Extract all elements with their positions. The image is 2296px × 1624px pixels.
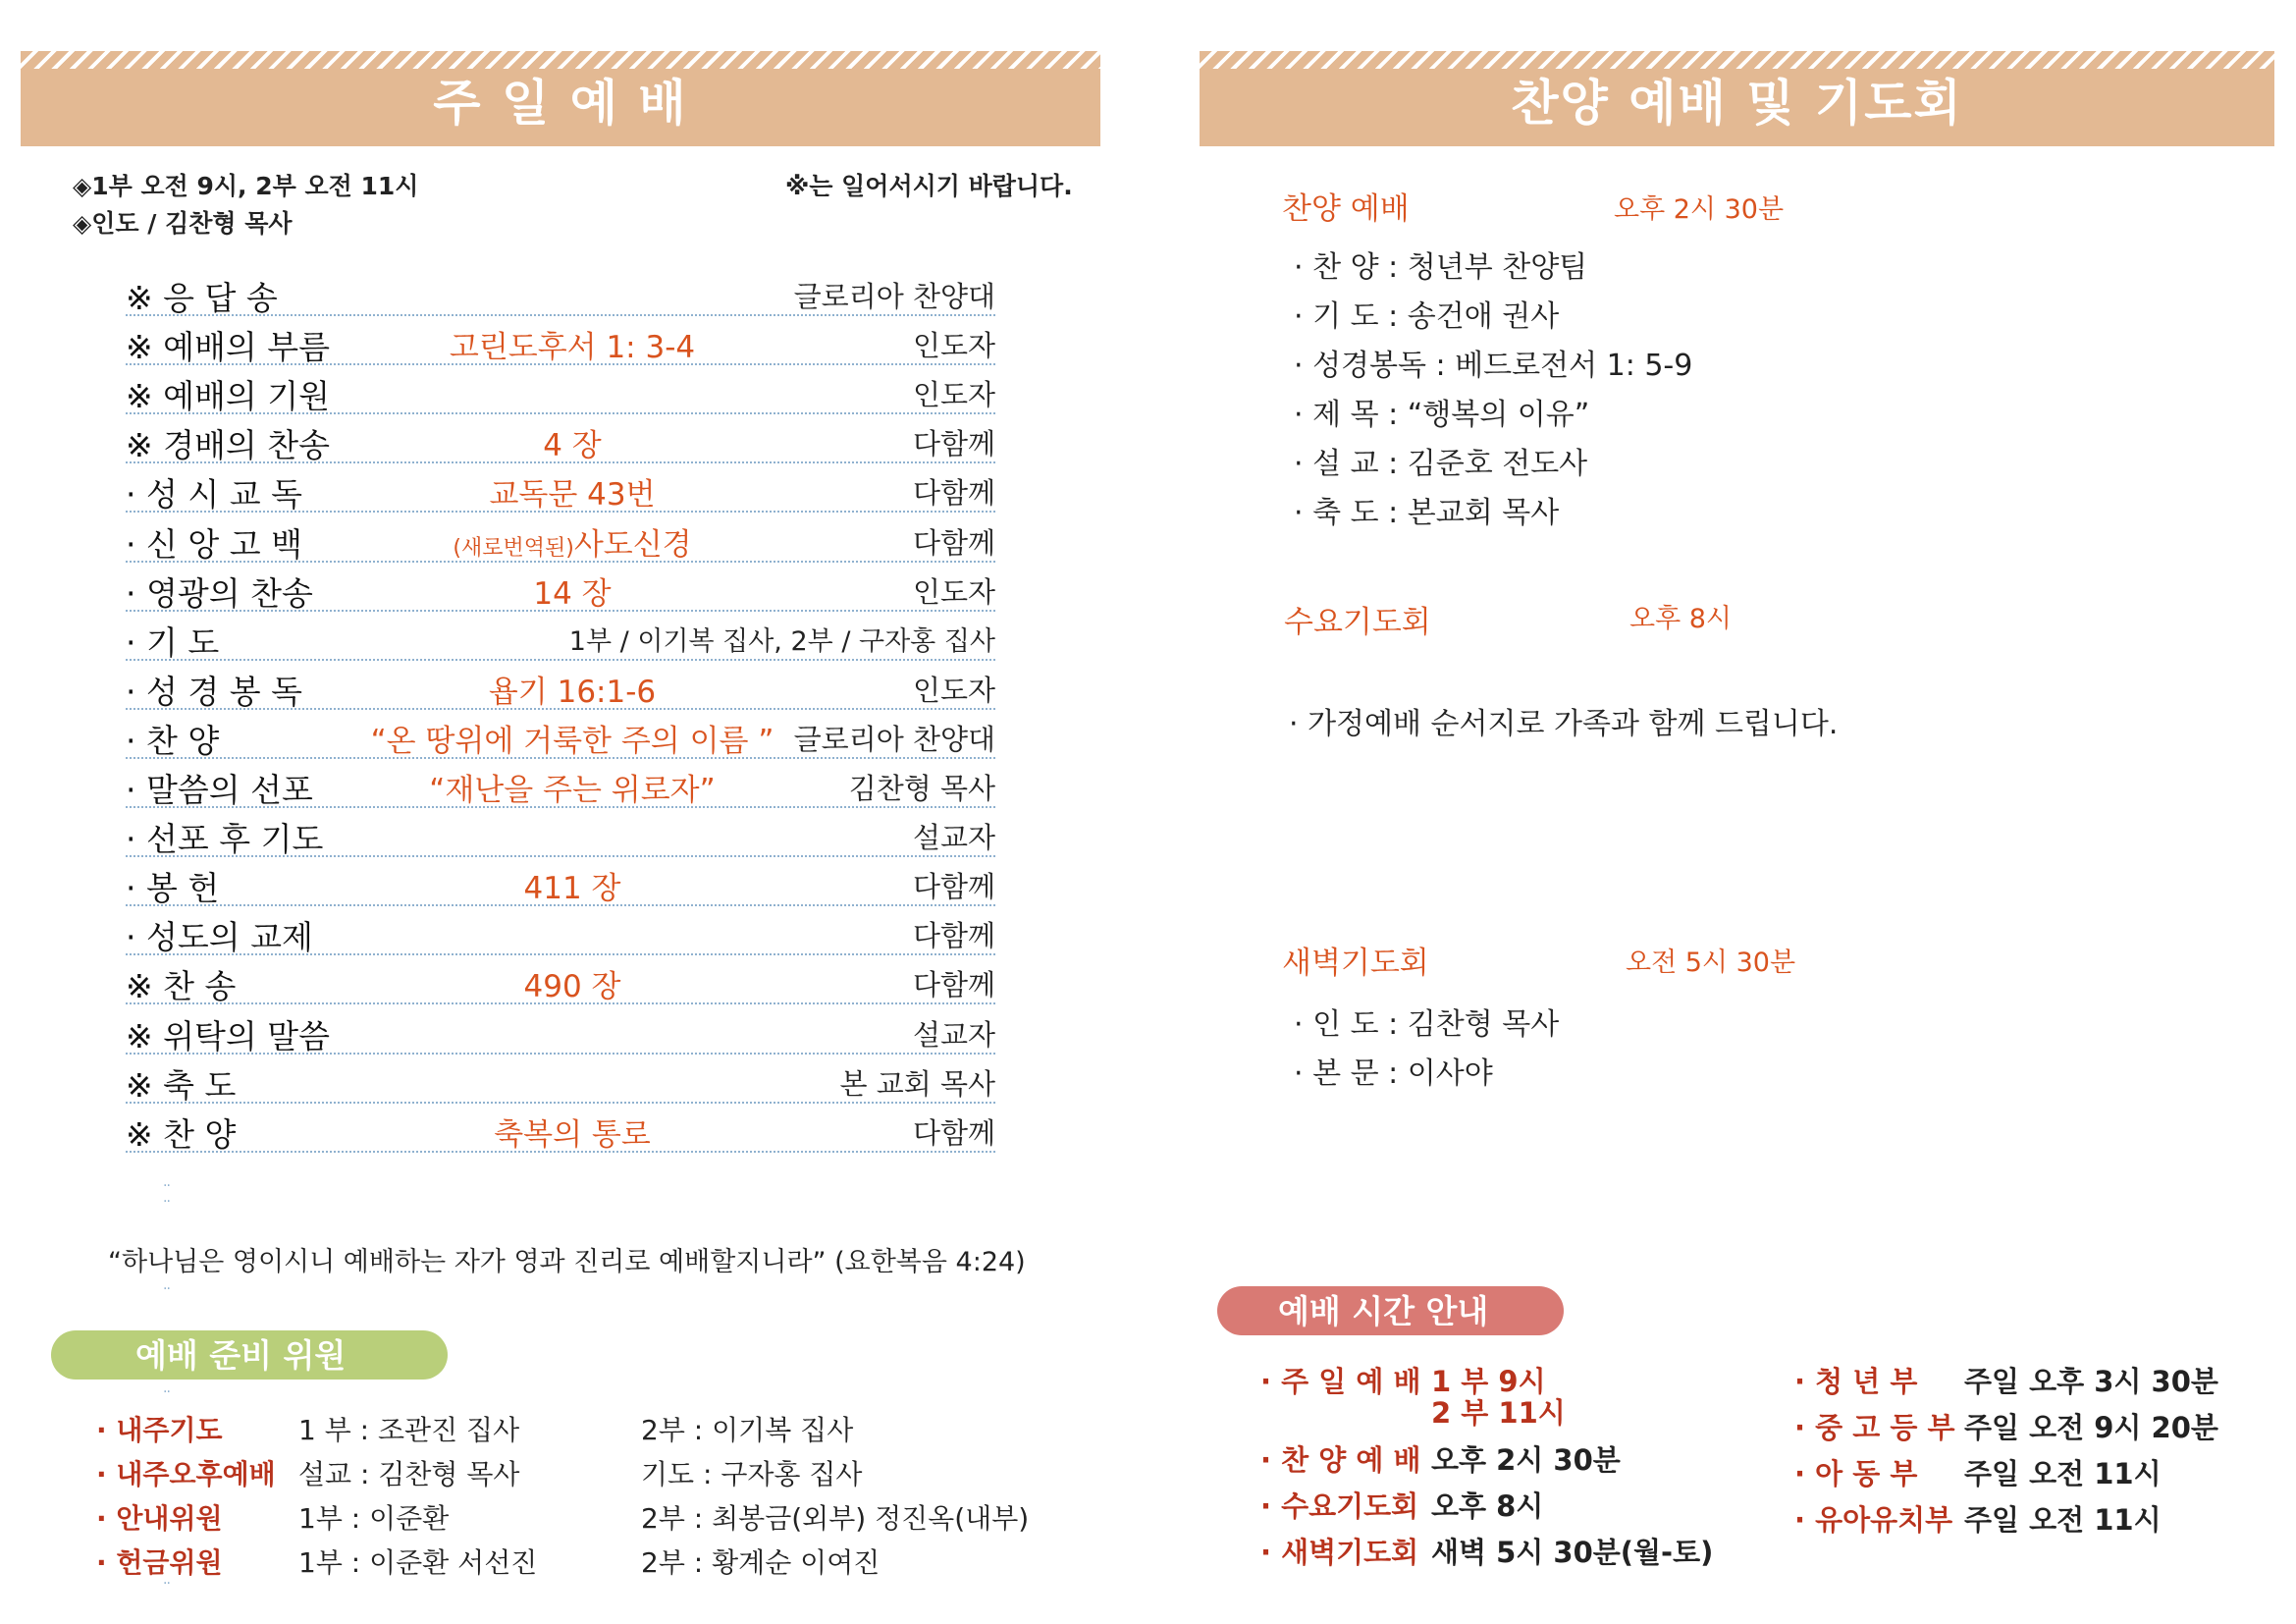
banner-title: 주 일 예 배 [433, 75, 688, 132]
order-leader: 다함께 [912, 1115, 995, 1150]
order-detail [293, 469, 852, 514]
praise-item: · 축 도 : 본교회 목사 [1294, 496, 1560, 530]
dawn-prayer-title: 새벽기도회 [1282, 946, 1429, 981]
order-leader: 다함께 [912, 427, 995, 461]
order-row [126, 610, 995, 661]
order-detail-text: 고린도후서 1: 3-4 [449, 330, 696, 366]
staff-role: · 내주기도 [96, 1414, 223, 1446]
order-row [126, 1053, 995, 1104]
schedule-name: · 찬 양 예 배 [1260, 1443, 1421, 1477]
order-detail-text: 사도신경 [573, 526, 692, 563]
order-label: · 선포 후 기도 [126, 820, 324, 859]
order-leader: 글로리아 찬양대 [793, 280, 995, 313]
praise-item: · 찬 양 : 청년부 찬양팀 [1294, 250, 1588, 285]
order-row [126, 412, 995, 463]
staff-row [96, 1409, 1058, 1452]
order-label: ※ 찬 송 [126, 967, 237, 1006]
divider-dots: ·· ·· [163, 1178, 170, 1210]
praise-prayer-banner [1200, 51, 2274, 146]
order-label: ※ 위탁의 말씀 [126, 1016, 331, 1056]
schedule-dept: · 중 고 등 부 [1794, 1411, 1955, 1444]
staff-row [96, 1542, 1058, 1585]
wednesday-prayer-time: 오후 8시 [1629, 604, 1733, 634]
order-row [126, 1102, 995, 1153]
schedule-name: · 수요기도회 [1260, 1489, 1419, 1523]
dawn-prayer-time: 오전 5시 30분 [1626, 947, 1796, 978]
order-detail-text: 411 장 [523, 871, 621, 907]
service-times: ◈1부 오전 9시, 2부 오전 11시 [73, 172, 419, 200]
order-leader: 본 교회 목사 [839, 1066, 995, 1101]
order-label: · 말씀의 선포 [126, 771, 313, 809]
order-leader: 인도자 [912, 574, 995, 609]
order-label: · 찬 양 [126, 721, 220, 760]
order-detail-text: 4 장 [543, 428, 602, 464]
staff-row [96, 1453, 1058, 1496]
staff-role: · 내주오후예배 [96, 1458, 276, 1490]
sunday-service-banner [21, 51, 1100, 146]
service-leader: ◈인도 / 김찬형 목사 [73, 209, 293, 238]
schedule-dept: · 청 년 부 [1794, 1365, 1918, 1398]
order-detail [293, 716, 852, 760]
schedule-row [1260, 1360, 1546, 1400]
staff-first: 설교 : 김찬형 목사 [298, 1458, 520, 1490]
schedule-time: 새벽 5시 30분(월-토) [1431, 1536, 1714, 1569]
order-detail [293, 1110, 852, 1154]
order-detail-text: 교독문 43번 [489, 477, 656, 514]
order-row [126, 314, 995, 365]
order-leader: 설교자 [912, 1017, 995, 1052]
staff-second: 2부 : 이기복 집사 [641, 1414, 854, 1446]
order-leader: 글로리아 찬양대 [793, 722, 995, 756]
banner-title: 찬양 예배 및 기도회 [1511, 75, 1963, 132]
order-leader: 1부 / 이기복 집사, 2부 / 구자홍 집사 [568, 625, 995, 657]
order-detail-text: 축복의 통로 [494, 1116, 651, 1153]
schedule-row [1260, 1485, 1544, 1525]
order-detail [293, 961, 852, 1005]
order-row [126, 757, 995, 808]
order-detail [293, 863, 852, 907]
staff-first: 1 부 : 조관진 집사 [298, 1414, 520, 1446]
order-row [126, 561, 995, 612]
order-row [126, 461, 995, 513]
wednesday-prayer-title: 수요기도회 [1284, 605, 1431, 640]
order-detail [293, 322, 852, 366]
schedule-time: 오후 8시 [1431, 1489, 1544, 1523]
schedule-time: 2 부 11시 [1431, 1396, 1566, 1430]
order-label: · 영광의 찬송 [126, 573, 313, 613]
order-detail-text: “온 땅위에 거룩한 주의 이름 ” [370, 723, 774, 759]
order-label: ※ 예배의 기원 [126, 377, 331, 416]
order-leader: 다함께 [912, 525, 995, 560]
order-detail [293, 765, 852, 809]
order-leader: 인도자 [912, 329, 995, 363]
order-label: · 성도의 교제 [126, 918, 313, 957]
divider-dots: ·· [163, 1281, 170, 1297]
order-label: · 성 경 봉 독 [126, 672, 302, 711]
praise-service-title: 찬양 예배 [1282, 191, 1410, 227]
order-leader: 인도자 [912, 378, 995, 412]
schedule-row [1794, 1452, 2162, 1492]
staff-role: · 헌금위원 [96, 1546, 223, 1579]
schedule-time: 주일 오후 3시 30분 [1964, 1365, 2218, 1398]
schedule-row [1794, 1498, 2162, 1539]
schedule-dept: · 유아유치부 [1794, 1503, 1953, 1537]
order-label: ※ 축 도 [126, 1065, 237, 1105]
order-row [126, 1003, 995, 1055]
order-label: · 성 시 교 독 [126, 475, 302, 514]
praise-item: · 성경봉독 : 베드로전서 1: 5-9 [1294, 349, 1693, 383]
order-leader: 설교자 [912, 821, 995, 855]
standing-notice: ※는 일어서시기 바랍니다. [785, 172, 1073, 200]
order-leader: 인도자 [912, 673, 995, 707]
staff-second: 기도 : 구자홍 집사 [641, 1458, 863, 1490]
order-label: ※ 응 답 송 [126, 279, 278, 317]
order-row [126, 659, 995, 710]
dawn-item: · 인 도 : 김찬형 목사 [1294, 1007, 1560, 1042]
schedule-row [1260, 1438, 1621, 1479]
schedule-time: 오후 2시 30분 [1431, 1443, 1621, 1477]
banner-stripe [21, 51, 1100, 69]
order-detail [293, 420, 852, 464]
order-label: ※ 예배의 부름 [126, 328, 331, 367]
divider-dots: ·· [163, 1576, 170, 1592]
staff-title-pill: 예배 준비 위원 [51, 1330, 448, 1380]
order-leader: 다함께 [912, 968, 995, 1002]
praise-item: · 설 교 : 김준호 전도사 [1294, 447, 1588, 481]
praise-item: · 기 도 : 송건애 권사 [1294, 299, 1560, 334]
staff-first: 1부 : 이준환 서선진 [298, 1546, 538, 1579]
order-detail-note: (새로번역된) [453, 535, 574, 561]
order-row [126, 512, 995, 563]
order-row [126, 855, 995, 906]
schedule-time: 주일 오전 9시 20분 [1964, 1411, 2218, 1444]
scripture-quote: “하나님은 영이시니 예배하는 자가 영과 진리로 예배할지니라” (요한복음 4:24) [108, 1247, 1026, 1277]
order-detail [293, 667, 852, 711]
staff-second: 2부 : 황계순 이여진 [641, 1546, 881, 1579]
order-label: · 신 앙 고 백 [126, 524, 302, 564]
schedule-time: 주일 오전 11시 [1964, 1457, 2162, 1490]
order-row [126, 265, 995, 316]
order-row [126, 904, 995, 955]
schedule-time: 주일 오전 11시 [1964, 1503, 2162, 1537]
order-leader: 다함께 [912, 870, 995, 904]
wednesday-prayer-note: · 가정예배 순서지로 가족과 함께 드립니다. [1289, 707, 1839, 741]
order-leader: 다함께 [912, 476, 995, 511]
order-leader: 김찬형 목사 [848, 772, 995, 805]
order-detail-text: 490 장 [523, 969, 621, 1005]
dawn-item: · 본 문 : 이사야 [1294, 1056, 1493, 1091]
order-leader: 다함께 [912, 919, 995, 953]
order-row [126, 953, 995, 1004]
staff-role: · 안내위원 [96, 1502, 223, 1535]
schedule-title-pill: 예배 시간 안내 [1217, 1286, 1564, 1335]
schedule-time: 1 부 9시 [1431, 1365, 1546, 1398]
banner-stripe [1200, 51, 2274, 69]
divider-dots: ·· [163, 1384, 170, 1400]
order-row [126, 806, 995, 857]
schedule-name: · 새벽기도회 [1260, 1536, 1419, 1569]
order-label: · 봉 헌 [126, 869, 220, 908]
schedule-dept: · 아 동 부 [1794, 1457, 1918, 1490]
order-row [126, 363, 995, 414]
staff-first: 1부 : 이준환 [298, 1502, 450, 1535]
order-detail-text: 14 장 [533, 575, 612, 612]
staff-second: 2부 : 최봉금(외부) 정진옥(내부) [641, 1502, 1030, 1535]
order-detail [293, 519, 852, 564]
order-detail-text: “재난을 주는 위로자” [429, 773, 716, 808]
schedule-row [1794, 1406, 2218, 1446]
order-label: · 기 도 [126, 623, 220, 662]
order-label: ※ 경배의 찬송 [126, 426, 331, 465]
order-label: ※ 찬 양 [126, 1114, 237, 1154]
schedule-row [1260, 1531, 1714, 1571]
schedule-name: · 주 일 예 배 [1260, 1365, 1421, 1398]
schedule-row [1794, 1360, 2218, 1400]
praise-item: · 제 목 : “행복의 이유” [1294, 398, 1590, 432]
staff-row [96, 1497, 1058, 1541]
praise-service-time: 오후 2시 30분 [1614, 194, 1785, 225]
order-detail-text: 욥기 16:1-6 [488, 674, 657, 710]
order-detail [293, 568, 852, 613]
order-row [126, 708, 995, 759]
